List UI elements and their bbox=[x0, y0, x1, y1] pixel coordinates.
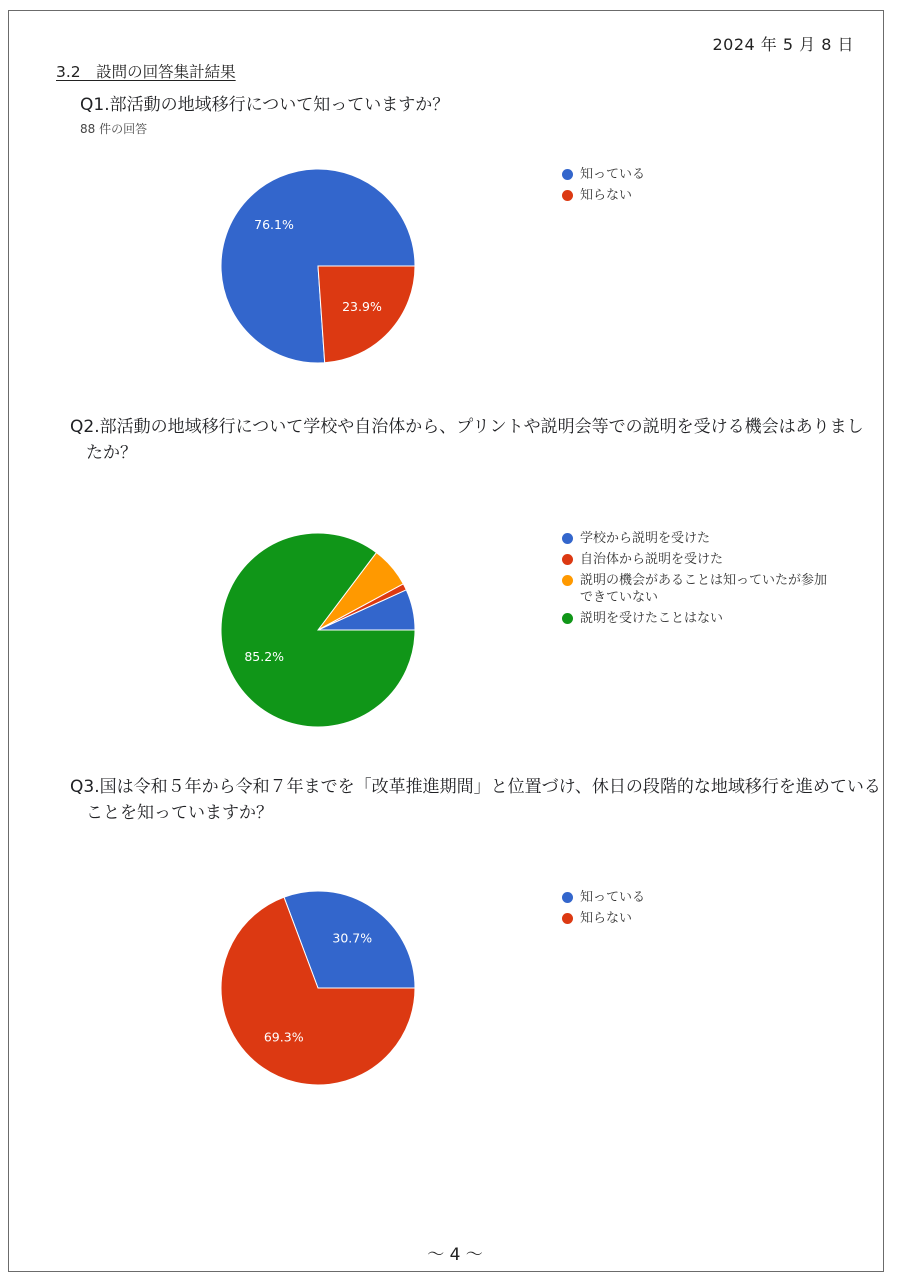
pie-slice-label: 69.3% bbox=[263, 1029, 304, 1045]
pie-slice-label: 23.9% bbox=[342, 299, 382, 315]
q2-legend bbox=[562, 530, 832, 631]
q3-legend bbox=[562, 889, 832, 931]
q1-response-count: 88 件の回答 bbox=[80, 122, 148, 136]
q1-legend bbox=[562, 166, 832, 208]
section-title: 3.2 設問の回答集計結果 bbox=[56, 63, 236, 81]
pie-slice-2 bbox=[318, 266, 415, 363]
q3-title: Q3.国は令和５年から令和７年までを「改革推進期間」と位置づけ、休日の段階的な地域移行を進めていることを知っていますか？ bbox=[70, 777, 881, 823]
page-number: ～ 4 ～ bbox=[427, 1245, 483, 1265]
legend-item bbox=[562, 530, 832, 547]
legend-label: 説明を受けたことはない bbox=[580, 611, 724, 626]
legend-label: 知っている bbox=[580, 890, 646, 905]
legend-item bbox=[562, 187, 832, 204]
legend-swatch bbox=[562, 554, 573, 565]
legend-swatch bbox=[562, 190, 573, 201]
legend-label: 説明の機会があることは知っていたが参加できていない bbox=[580, 573, 828, 605]
legend-item bbox=[562, 610, 832, 627]
legend-item bbox=[562, 166, 832, 183]
legend-item bbox=[562, 910, 832, 927]
legend-item bbox=[562, 551, 832, 568]
pie-slice-label: 30.7% bbox=[332, 930, 373, 946]
legend-swatch bbox=[562, 533, 573, 544]
pie-slice-label: 85.2% bbox=[244, 648, 285, 664]
document-date: 2024 年 5 月 8 日 bbox=[712, 35, 854, 54]
legend-label: 知らない bbox=[580, 911, 633, 926]
legend-label: 知っている bbox=[580, 167, 646, 182]
legend-label: 学校から説明を受けた bbox=[580, 531, 711, 546]
q3-pie-chart bbox=[220, 890, 416, 1086]
legend-label: 自治体から説明を受けた bbox=[580, 552, 724, 567]
q2-pie-chart bbox=[220, 532, 416, 728]
legend-swatch bbox=[562, 913, 573, 924]
q1-title: Q1.部活動の地域移行について知っていますか？ bbox=[80, 95, 450, 115]
q2-title: Q2.部活動の地域移行について学校や自治体から、プリントや説明会等での説明を受ける機会はありましたか？ bbox=[70, 417, 864, 463]
legend-swatch bbox=[562, 169, 573, 180]
legend-swatch bbox=[562, 575, 573, 586]
legend-label: 知らない bbox=[580, 188, 633, 203]
legend-item bbox=[562, 889, 832, 906]
legend-swatch bbox=[562, 613, 573, 624]
legend-swatch bbox=[562, 892, 573, 903]
pie-slice-label: 76.1% bbox=[254, 216, 294, 232]
legend-item bbox=[562, 572, 832, 606]
q1-pie-chart bbox=[220, 168, 416, 364]
